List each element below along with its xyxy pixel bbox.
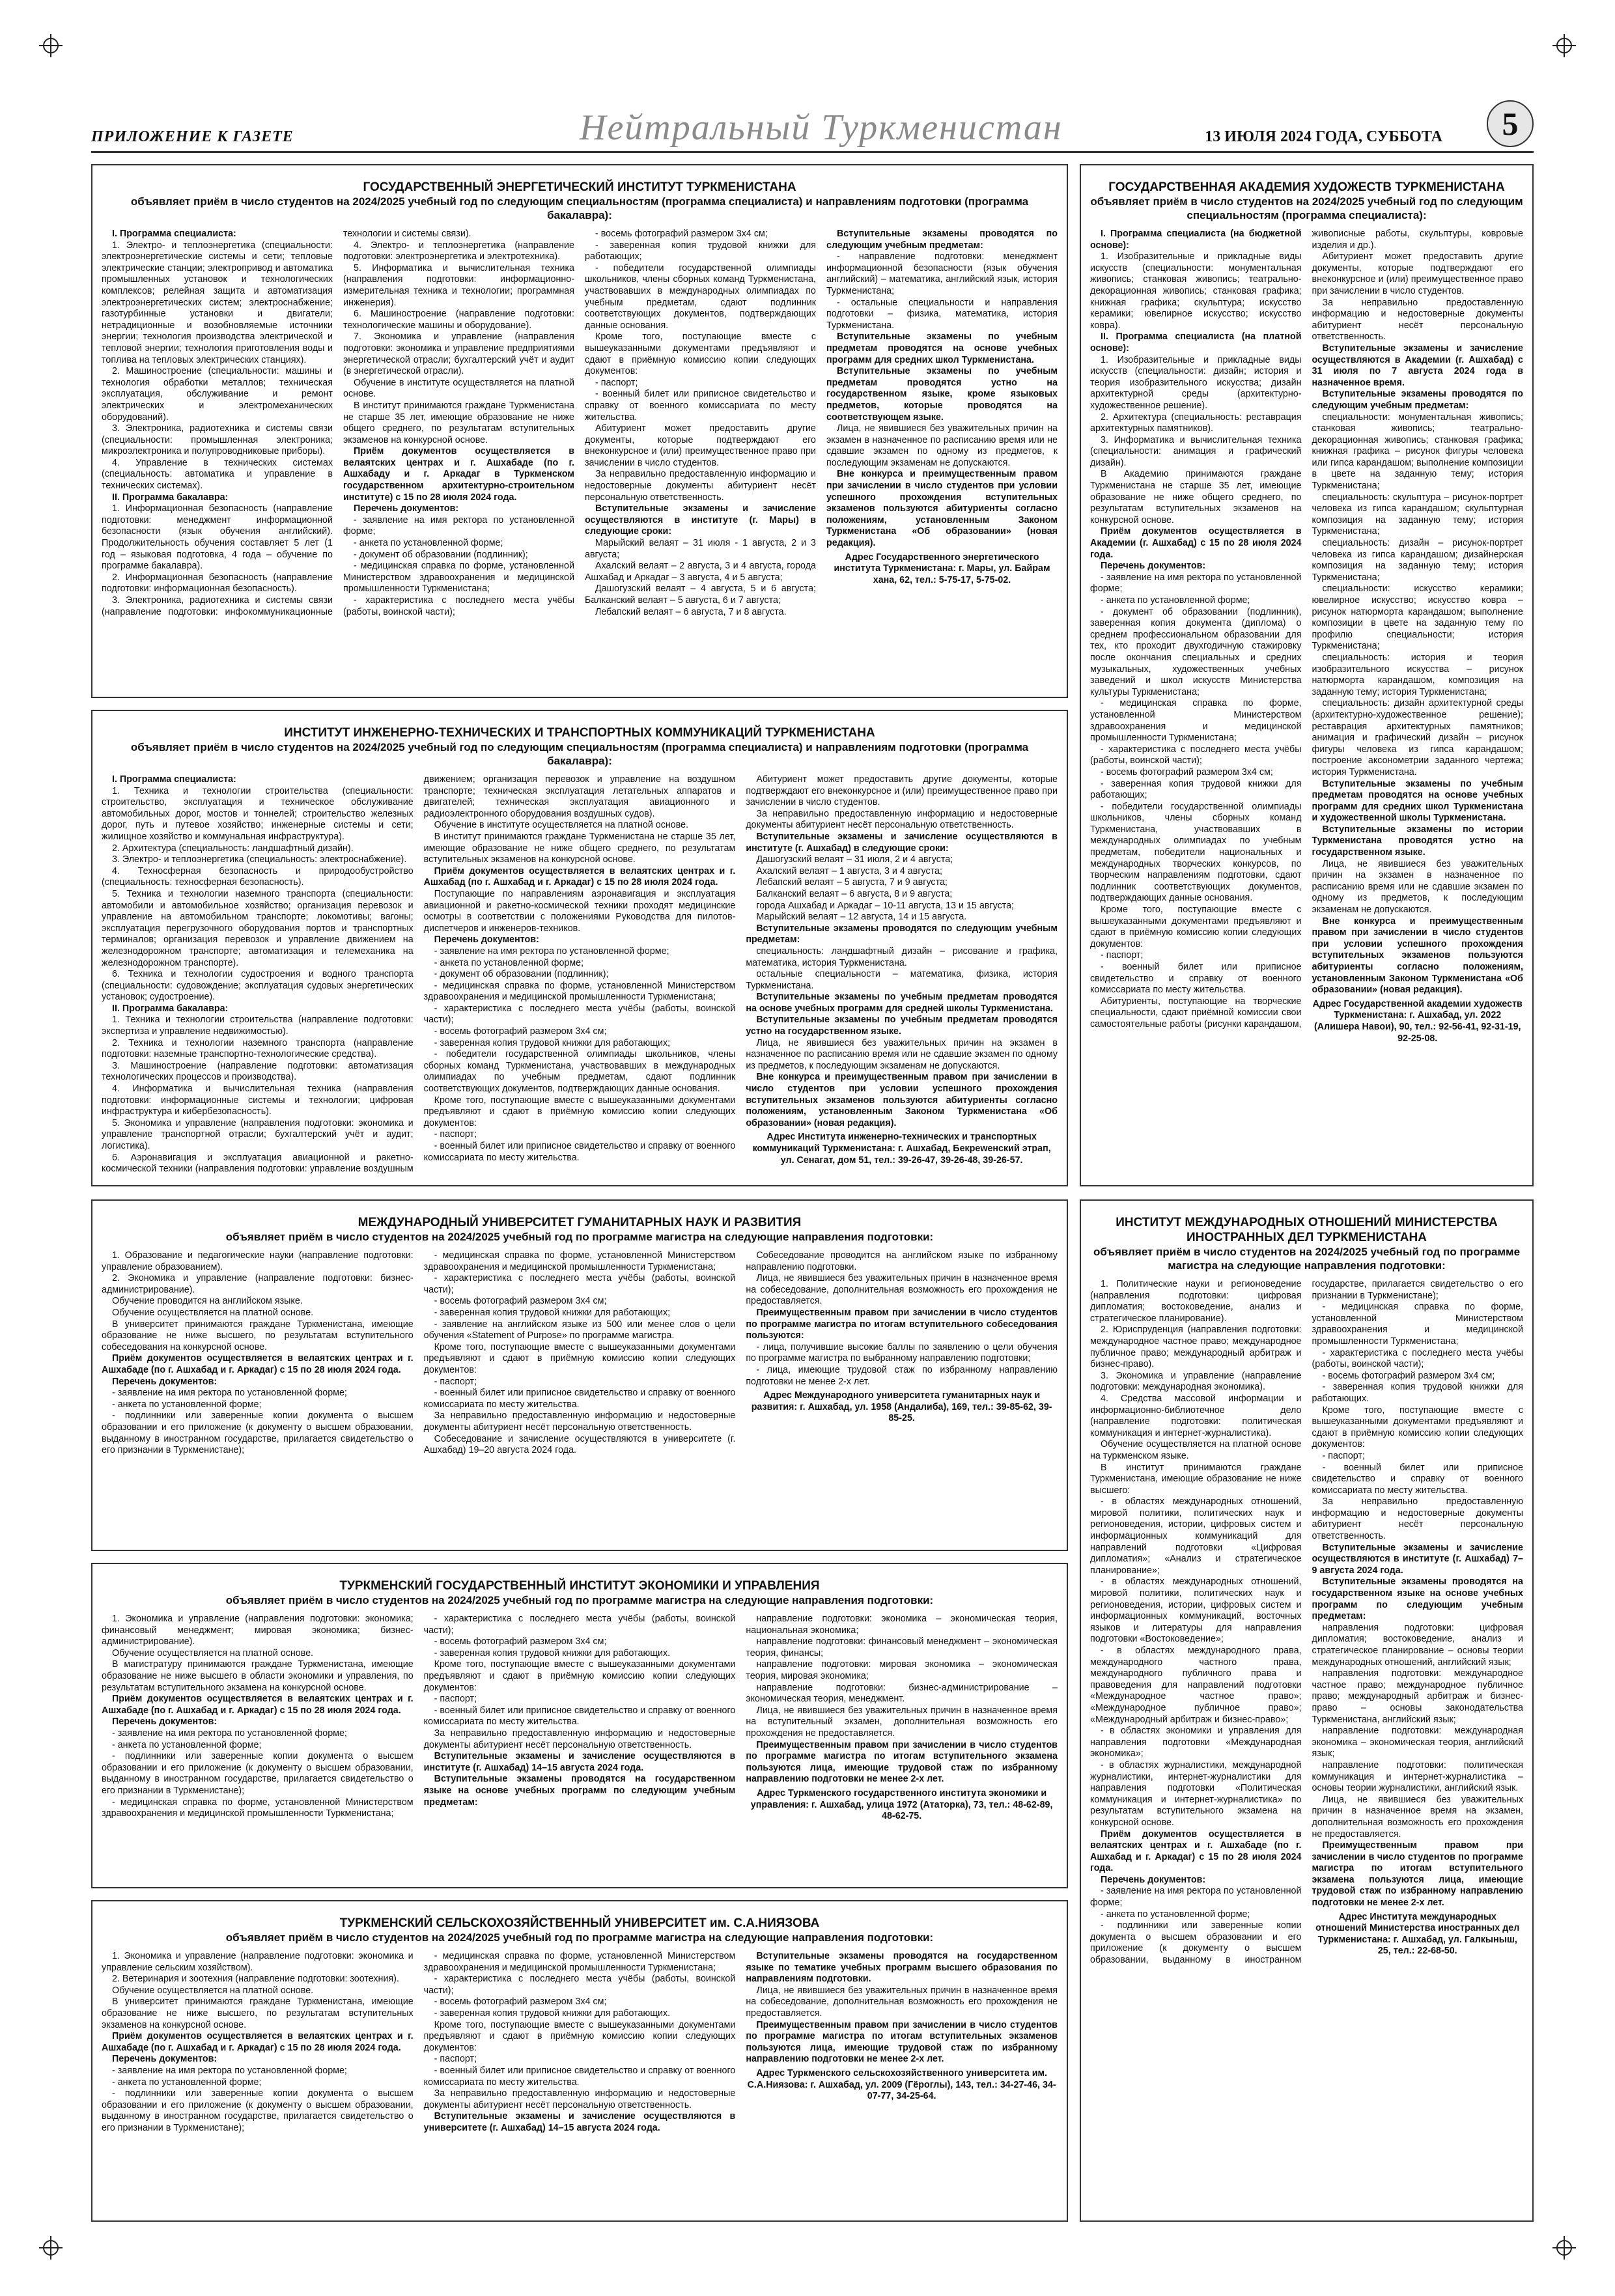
article-paragraph: направление подготовки: бизнес-администрирование – экономическая теория, менеджмент.	[746, 1682, 1058, 1705]
article-paragraph: специальности: искусство керамики; ювелирное искусство; искусство ковра – рисунок натюрморта карандашом; выполнение композиции в цвете на заданную тему по профилю специальности; история Туркменистана;	[1312, 583, 1523, 652]
article-paragraph: Вступительные экзамены проводятся по следующим учебным предметам:	[1312, 389, 1523, 411]
article-paragraph: - победители государственной олимпиады школьников, члены сборных команд Туркменистана, участвовавших в международных олимпиадах по учебным предметам, сдают подлинник соответствующих документов, подтверждающих данные основания.	[585, 262, 816, 331]
article-paragraph: Обучение осуществляется на платной основе.	[112, 1985, 314, 1996]
article-paragraph: Приём документов осуществляется в велаятских центрах и г. Ашхабаде (по г. Ашхабад и г. Аркадаг) с 15 по 28 июля 2024 года.	[102, 2031, 414, 2053]
article-paragraph: - подлинники или заверенные копии документа о высшем образовании и его приложение (к документу о высшем образовании, выданному в иностранном государстве, прилагается свидетельство о его признании в Туркменистане);	[102, 1410, 414, 1456]
article-paragraph: II. Программа специалиста (на платной основе):	[1090, 331, 1302, 354]
article-paragraph: Вне конкурса и преимущественным правом при зачислении в число студентов при условии успешного прохождения вступительных экзаменов пользуются абитуриенты согласно положениям, установленным Законом Туркменистана «Об образовании» (новая редакция).	[1312, 916, 1523, 996]
article-paragraph: 2. Техника и технологии наземного транспорта (направление подготовки: наземные транспортно-технологические средства).	[102, 1037, 414, 1060]
article-paragraph: Лебапский велаят – 6 августа, 7 и 8 августа.	[595, 606, 787, 617]
article-paragraph: В университет принимаются граждане Туркменистана, имеющие образование не ниже высшего, по результатам вступительных экзаменов на конкурсной основе.	[102, 1996, 414, 2030]
article-paragraph: II. Программа бакалавра:	[112, 492, 229, 503]
article-paragraph: - заверенная копия трудовой книжки для работающих.	[434, 1647, 671, 1659]
article-paragraph: специальности: монументальная живопись; станковая живопись; театрально-декорационная живопись; станковая графика; книжная графика – рисунок фигуры человека или гипса карандашом; выполнение композиции в цвете на заданную тему; история Туркменистана;	[1312, 412, 1523, 492]
article-paragraph: специальность: дизайн – рисунок-портрет человека из гипса карандашом; дизайнерская композиция на заданную тему; история Туркменистана;	[1312, 538, 1523, 583]
article-paragraph: 4. Техносферная безопасность и природообустройство (специальность: техносферная безопасность).	[102, 865, 414, 888]
article-paragraph: - характеристика с последнего места учёбы (работы, воинской части);	[1312, 1347, 1523, 1370]
article-paragraph: направление подготовки: мировая экономика – экономическая теория, мировая экономика;	[746, 1659, 1058, 1681]
article-body	[102, 774, 1058, 1175]
article-paragraph: Кроме того, поступающие вместе с вышеуказанными документами предъявляют и сдают в приёмную комиссию копии следующих документов:	[1090, 904, 1302, 949]
article-paragraph: - восемь фотографий размером 3х4 см;	[1322, 1370, 1495, 1381]
article-paragraph: Вступительные экзамены по учебным предметам проводятся на основе учебных программ для средней школы Туркменистана.	[746, 992, 1058, 1014]
masthead: Нейтральный Туркменистан	[580, 107, 1063, 148]
article-paragraph: 2. Архитектура (специальность: реставрация архитектурных памятников).	[1090, 412, 1302, 434]
article-paragraph: За неправильно предоставленную информацию и недостоверные документы абитуриент несёт персональную ответственность.	[423, 1410, 736, 1433]
article-paragraph: 5. Техника и технологии наземного транспорта (специальности: автомобили и автомобильное хозяйство; организация перевозок и управление на автомобильном транспорте; локомотивы; вагоны; эксплуатация перегрузочного оборудования портов и транспортных терминалов; организация перевозок и управление движением на железнодорожном транспорте; автоматизация и телемеханика на железнодорожном транспорте).	[102, 888, 414, 968]
article-paragraph: Вступительные экзамены по учебным предметам проводятся на основе учебных программ для средних школ Туркменистана.	[826, 331, 1058, 365]
article-paragraph: направления подготовки: цифровая дипломатия; востоковедение, анализ и стратегическое планирование – основы теории международных отношений, английский язык;	[1312, 1622, 1523, 1668]
article-paragraph: Вступительные экзамены и зачисление осуществляются в институте (г. Ашхабад) в следующие сроки:	[746, 831, 1058, 854]
article-paragraph: 1. Изобразительные и прикладные виды искусств (специальности: монументальная живопись; станковая живопись; театрально-декорационная живопись; станковая графика; книжная графика; скульптура; искусство керамики; ювелирное искусство; искусство ковра).	[1090, 251, 1302, 331]
article-international-relations-institute	[1080, 1199, 1534, 2222]
article-paragraph: Кроме того, поступающие вместе с вышеуказанными документами предъявляют и сдают в приёмную комиссию копии следующих документов:	[423, 2019, 736, 2053]
article-paragraph: Приём документов осуществляется в Академии (г. Ашхабад) с 15 по 28 июля 2024 года.	[1090, 526, 1302, 560]
article-paragraph: Вступительные экзамены по учебным предметам проводятся на основе учебных программ для средних школ Туркменистана и художественной школы Туркменистана.	[1312, 778, 1523, 824]
article-paragraph: Приём документов осуществляется в велаятских центрах и г. Ашхабад (по г. Ашхабад и г. Аркадаг) с 15 по 28 июля 2024 года.	[423, 865, 736, 888]
article-paragraph: В университет принимаются граждане Туркменистана, имеющие образование не ниже высшего, по результатам вступительного собеседования на конкурсной основе.	[102, 1319, 414, 1352]
article-paragraph: Абитуриент может предоставить другие документы, которые подтверждают его внеконкурсное и (или) преимущественное право при зачислении в число студентов.	[1312, 251, 1523, 296]
article-paragraph: - медицинская справка по форме, установленной Министерством здравоохранения и медицинской промышленности Туркменистана;	[423, 980, 736, 1003]
article-paragraph: - победители государственной олимпиады школьников, члены сборных команд Туркменистана, участвовавших в международных олимпиадах по учебным предметам, победители национальных и международных творческих конкурсов, по творческим направлениям подготовки, сдают подлинник соответствующих документов, подтверждающих данные основания.	[1090, 801, 1302, 904]
article-title: МЕЖДУНАРОДНЫЙ УНИВЕРСИТЕТ ГУМАНИТАРНЫХ НАУК И РАЗВИТИЯ	[358, 1216, 802, 1229]
article-address: Адрес Государственной академии художеств Туркменистана: г. Ашхабад, ул. 2022 (Алишера Навои), 90, тел.: 92-56-41, 92-31-19, 92-25-08.	[1312, 998, 1523, 1044]
article-paragraph: направление подготовки: экономика – экономическая теория, национальная экономика;	[746, 1614, 1058, 1636]
article-paragraph: 3. Электро- и теплоэнергетика (специальность: электроснабжение).	[112, 854, 407, 865]
article-paragraph: В институт принимаются граждане Туркменистана не старше 35 лет, имеющие образование не ниже общего среднего, по результатам вступительных экзаменов на конкурсной основе.	[343, 400, 574, 445]
article-economics-institute	[91, 1563, 1068, 1888]
article-address: Адрес Института инженерно-технических и транспортных коммуникаций Туркменистана: г. Ашхабад, Бекрewенский этрап, ул. Сенагат, дом 51, тел.: 39-26-47, 39-26-48, 39-26-57.	[752, 1132, 1051, 1166]
article-address: Адрес Международного университета гуманитарных наук и развития: г. Ашхабад, ул. 1958 (Андалиба), 169, тел.: 39-85-62, 39-85-25.	[751, 1390, 1052, 1424]
article-paragraph: специальность: дизайн архитектурной среды (архитектурно-художественное решение); реставрация архитектурных памятников; анимация и графический дизайн – рисунок фигуры человека из гипса карандашом; построение аксонометрии заданного чертежа; история Туркменистана.	[1312, 698, 1523, 777]
article-paragraph: 2. Юриспруденция (направления подготовки: международное частное право; международное публичное право; международный арбитраж и бизнес-право).	[1090, 1324, 1302, 1370]
article-paragraph: 1. Экономика и управление (направления подготовки: экономика; финансовый менеджмент; мировая экономика; бизнес-администрирование).	[102, 1614, 414, 1647]
article-paragraph: Абитуриент может предоставить другие документы, которые подтверждают его внеконкурсное и (или) преимущественное право при зачислении в число студентов.	[585, 423, 816, 468]
article-paragraph: - заверенная копия трудовой книжки для работающих;	[434, 1037, 671, 1048]
article-paragraph: 2. Машиностроение (специальности: машины и технология обработки металлов; техническая эксплуатация, обслуживание и ремонт электрических и электромеханических оборудований).	[102, 366, 333, 423]
article-paragraph: Кроме того, поступающие вместе с вышеуказанными документами предъявляют и сдают в приёмную комиссию копии следующих документов:	[423, 1659, 736, 1693]
article-address: Адрес Туркменского сельскохозяйственного университета им. С.А.Ниязова: г. Ашхабад, ул. 2009 (Гёроглы), 143, тел.: 34-27-46, 34-07-77, 34-25-64.	[747, 2067, 1056, 2102]
article-paragraph: - военный билет или приписное свидетельство и справку от военного комиссариата по месту жительства.	[1090, 962, 1302, 996]
article-paragraph: 6. Машиностроение (направление подготовки: технологические машины и оборудование).	[343, 309, 574, 331]
article-paragraph: направление подготовки: политическая коммуникация и интернет-журналистика – основы теории журналистики, английский язык.	[1312, 1759, 1523, 1794]
article-paragraph: Преимущественным правом при зачислении в число студентов по программе магистра по итогам вступительного экзамена пользуются лица, имеющие трудовой стаж по избранному направлению подготовки не менее 2-х лет.	[1312, 1840, 1523, 1909]
article-paragraph: Перечень документов:	[112, 1376, 218, 1387]
article-paragraph: Вступительные экзамены по учебным предметам проводятся устно на государственном языке.	[746, 1015, 1058, 1037]
article-paragraph: - восемь фотографий размером 3х4 см;	[1101, 766, 1273, 777]
article-title: ТУРКМЕНСКИЙ ГОСУДАРСТВЕННЫЙ ИНСТИТУТ ЭКОНОМИКИ И УПРАВЛЕНИЯ	[339, 1579, 820, 1593]
article-paragraph: Лица, не явившиеся без уважительных причин в назначенное время на экзамен, дополнительная возможность его прохождения не предоставляется.	[1312, 1794, 1523, 1840]
article-paragraph: - в областях экономики и управления для направления подготовки «Международная экономика»;	[1090, 1726, 1302, 1759]
article-paragraph: 3. Информатика и вычислительная техника (специальности: анимация и графический дизайн).	[1090, 434, 1302, 468]
article-paragraph: Перечень документов:	[112, 2054, 218, 2065]
article-paragraph: - заверенная копия трудовой книжки для работающих;	[434, 1307, 671, 1318]
article-paragraph: - анкета по установленной форме;	[112, 2077, 262, 2088]
article-paragraph: остальные специальности – математика, физика, история Туркменистана.	[746, 969, 1058, 991]
article-subtitle: объявляет приём в число студентов на 2024/2025 учебный год по программе магистра на следующие направления подготовки:	[225, 1594, 934, 1606]
article-paragraph: - восемь фотографий размером 3х4 см;	[595, 229, 768, 239]
article-body	[102, 1951, 1058, 2135]
article-paragraph: - документ об образовании (подлинник), заверенная копия документа (диплома) о среднем профессиональном образовании для тех, кто проходит двухгодичную стажировку после окончания специальных и средних музыкальных, художественных учебных заведений и школ искусств Министерства культуры Туркменистана;	[1090, 606, 1302, 697]
supplement-label: ПРИЛОЖЕНИЕ К ГАЗЕТЕ	[91, 128, 294, 145]
registration-mark	[1552, 34, 1576, 57]
article-paragraph: Кроме того, поступающие вместе с вышеуказанными документами предъявляют и сдают в приёмную комиссию копии следующих документов:	[1312, 1405, 1523, 1450]
article-paragraph: - медицинская справка по форме, установленной Министерством здравоохранения и медицинской промышленности Туркменистана;	[102, 1797, 414, 1819]
article-paragraph: Вступительные экзамены проводятся на государственном языке на основе учебных программ по следующим учебным предметам:	[1312, 1576, 1523, 1622]
registration-mark	[1552, 2236, 1576, 2260]
article-title: ГОСУДАРСТВЕННЫЙ ЭНЕРГЕТИЧЕСКИЙ ИНСТИТУТ ТУРКМЕНИСТАНА	[363, 180, 796, 194]
article-paragraph: За неправильно предоставленную информацию и недостоверные документы абитуриент несёт персональную ответственность.	[585, 469, 816, 503]
article-paragraph: I. Программа специалиста:	[112, 774, 236, 785]
article-paragraph: - заявление на имя ректора по установленной форме;	[434, 945, 669, 957]
article-body	[1090, 229, 1523, 1044]
article-paragraph: I. Программа специалиста (на бюджетной основе):	[1090, 229, 1302, 251]
article-paragraph: Преимущественным правом при зачислении в число студентов по программе магистра по итогам вступительных экзаменов пользуются лица, имеющие трудовой стаж по избранному направлению подготовки не менее 2-х лет.	[746, 2019, 1058, 2065]
article-paragraph: Кроме того, поступающие вместе с вышеуказанными документами предъявляют и сдают в приёмную комиссию копии следующих документов:	[423, 1095, 736, 1128]
article-paragraph: - паспорт;	[434, 1129, 477, 1140]
article-paragraph: Лебапский велаят – 5 августа, 7 и 9 августа;	[756, 877, 948, 888]
article-paragraph: - заверенная копия трудовой книжки для работающих.	[434, 2008, 671, 2019]
article-paragraph: - характеристика с последнего места учёбы (работы, воинской части);	[423, 1974, 736, 1996]
article-paragraph: - победители государственной олимпиады школьников, члены сборных команд Туркменистана, участвовавших в международных олимпиадах по учебным предметам, сдают подлинник соответствующих документов, подтверждающих данные основания.	[423, 1049, 736, 1095]
article-paragraph: 3. Экономика и управление (направление подготовки: международная экономика).	[1090, 1370, 1302, 1393]
article-paragraph: Вне конкурса и преимущественным правом при зачислении в число студентов при условии успешного прохождения вступительных экзаменов пользуются абитуриенты согласно положениям, установленным Законом Туркменистана «Об образовании» (новая редакция).	[826, 469, 1058, 549]
article-paragraph: - восемь фотографий размером 3х4 см;	[434, 1636, 607, 1647]
article-paragraph: города Ашхабад и Аркадаг – 10-11 августа, 13 и 15 августа;	[756, 900, 1015, 911]
article-paragraph: Марыйский велаят – 31 июля - 1 августа, 2 и 3 августа;	[585, 538, 816, 560]
article-address: Адрес Института международных отношений Министерства иностранных дел Туркменистана: г. Ашхабад, ул. Галкыныш, 25, тел.: 22-68-50.	[1315, 1911, 1520, 1957]
article-paragraph: Дашогузский велаят – 31 июля, 2 и 4 августа;	[756, 854, 953, 865]
article-paragraph: 2. Экономика и управление (направление подготовки: бизнес-администрирование).	[102, 1273, 414, 1295]
article-paragraph: - военный билет или приписное свидетельство и справку от военного комиссариата по месту жительства.	[423, 1705, 736, 1728]
article-paragraph: Лица, не явившиеся без уважительных причин на экзамен в назначенное по расписанию время или не сдавшие экзамен по одному из предметов, к последующим экзаменам не допускаются.	[1312, 858, 1523, 916]
article-subtitle: объявляет приём в число студентов на 2024/2025 учебный год по программе магистра на следующие направления подготовки:	[225, 1231, 934, 1243]
article-paragraph: Вступительные экзамены по истории Туркменистана проводятся устно на государственном языке.	[1312, 824, 1523, 858]
article-paragraph: За неправильно предоставленную информацию и недостоверные документы абитуриент несёт персональную ответственность.	[746, 808, 1058, 831]
article-paragraph: 1. Техника и технологии строительства (специальности: строительство, эксплуатация и техническое обслуживание автомобильных дорог, мостов и тоннелей; строительство железных дорог, путь и путевое хозяйство; инженерные системы и сети; жилищное хозяйство и коммунальная инфраструктура).	[102, 785, 414, 842]
article-humanities-university	[91, 1199, 1068, 1551]
article-paragraph: Ахалский велаят – 2 августа, 3 и 4 августа, города Ашхабад и Аркадаг – 3 августа, 4 и 5 августа;	[585, 561, 816, 583]
article-paragraph: - медицинская справка по форме, установленной Министерством здравоохранения и медицинской промышленности Туркменистана;	[343, 561, 574, 595]
article-paragraph: специальность: ландшафтный дизайн – рисование и графика, математика, история Туркменистана.	[746, 945, 1058, 968]
article-title: ИНСТИТУТ ИНЖЕНЕРНО-ТЕХНИЧЕСКИХ И ТРАНСПОРТНЫХ КОММУНИКАЦИЙ ТУРКМЕНИСТАНА	[284, 726, 875, 740]
article-paragraph: Вступительные экзамены проводятся на государственном языке по тематике учебных программ высшего образования по направлениям подготовки.	[746, 1951, 1058, 1985]
article-title: ИНСТИТУТ МЕЖДУНАРОДНЫХ ОТНОШЕНИЙ МИНИСТЕРСТВА ИНОСТРАННЫХ ДЕЛ ТУРКМЕНИСТАНА	[1116, 1216, 1498, 1244]
article-paragraph: направления подготовки: международное частное право; международное публичное право; международный арбитраж и бизнес-право – основы законодательства Туркменистана, английский язык;	[1312, 1668, 1523, 1725]
article-paragraph: - подлинники или заверенные копии документа о высшем образовании и его приложение (к документу о высшем образовании, выданному в иностранном государстве, прилагается свидетельство о его признании в Туркменистане);	[102, 2088, 414, 2133]
article-paragraph: За неправильно предоставленную информацию и недостоверные документы абитуриент несёт персональную ответственность.	[1312, 297, 1523, 343]
article-paragraph: 3. Электроника, радиотехника и системы связи (направление подготовки: инфокоммуникационные технологии и системы связи).	[102, 229, 471, 617]
article-paragraph: 3. Машиностроение (направление подготовки: автоматизация технологических процессов и производства).	[102, 1060, 414, 1083]
article-paragraph: специальность: история и теория изобразительного искусства – рисунок натюрморта карандашом, композиция на заданную тему; история Туркменистана;	[1312, 652, 1523, 697]
article-paragraph: Обучение проводится на английском языке.	[112, 1296, 303, 1307]
article-paragraph: Лица, не явившиеся без уважительных причин в назначенное время на вступительный экзамен, дополнительная возможность его прохождения не предоставляется.	[746, 1705, 1058, 1739]
article-paragraph: 4. Управление в технических системах (специальность: автоматика и управление в технических системах).	[102, 457, 333, 492]
article-paragraph: 7. Экономика и управление (направления подготовки: экономика и управление предприятиями энергетической отрасли; бухгалтерский учёт и аудит (в энергетической отрасли).	[343, 331, 574, 377]
article-paragraph: - военный билет или приписное свидетельство и справку от военного комиссариата по месту жительства.	[423, 2065, 736, 2088]
article-paragraph: Вступительные экзамены проводятся по следующим учебным предметам:	[826, 229, 1058, 251]
article-paragraph: В Академию принимаются граждане Туркменистана не старше 35 лет, имеющие образование не ниже общего среднего, по результатам вступительных экзаменов на конкурсной основе.	[1090, 469, 1302, 525]
article-paragraph: Приём документов осуществляется в велаятских центрах и г. Ашхабаде (по г. Ашхабад и г. Аркадаг) с 15 по 28 июля 2024 года.	[102, 1694, 414, 1716]
article-paragraph: II. Программа бакалавра:	[112, 1003, 229, 1014]
article-paragraph: Вступительные экзамены проводятся по следующим учебным предметам:	[746, 923, 1058, 945]
issue-date: 13 ИЮЛЯ 2024 ГОДА, СУББОТА	[1205, 128, 1442, 145]
article-paragraph: Лица, не явившиеся без уважительных причин на экзамен в назначенное по расписанию время или не сдавшие экзамен по одному из предметов, к последующим экзаменам не допускаются.	[746, 1037, 1058, 1071]
article-paragraph: - лица, имеющие трудовой стаж по избранному направлению подготовки не менее 2-х лет.	[746, 1364, 1058, 1387]
article-paragraph: - медицинская справка по форме, установленной Министерством здравоохранения и медицинской промышленности Туркменистана;	[423, 1951, 736, 1973]
article-paragraph: - военный билет или приписное свидетельство и справку от военного комиссариата по месту жительства.	[423, 1141, 736, 1163]
article-paragraph: - паспорт;	[434, 2054, 477, 2065]
article-paragraph: Вступительные экзамены и зачисление осуществляются в институте (г. Ашхабад) 14–15 августа 2024 года.	[423, 1751, 736, 1773]
article-paragraph: - анкета по установленной форме;	[434, 957, 584, 968]
article-paragraph: 4. Информатика и вычислительная техника (направления подготовки: информационные системы и технологии; цифровая инфраструктура и кибербезопасность).	[102, 1084, 414, 1117]
article-paragraph: 3. Электроника, радиотехника и системы связи (специальности: промышленная электроника; микроэлектроника и полупроводниковые приборы).	[102, 423, 333, 457]
article-paragraph: В институт принимаются граждане Туркменистана не старше 35 лет, имеющие образование не ниже общего среднего, по результатам вступительных экзаменов на конкурсной основе.	[423, 831, 736, 865]
article-paragraph: Вступительные экзамены и зачисление осуществляются в университете (г. Ашхабад) 14–15 августа 2024 года.	[423, 2111, 736, 2133]
article-paragraph: - в областях международного права, международного частного права, международного публичного права и правоведения для направлений подготовки «Международное частное право»; «Международное публичное право»; «Международный арбитраж и бизнес-право»;	[1090, 1645, 1302, 1725]
article-paragraph: Перечень документов:	[434, 934, 539, 945]
article-paragraph: - направление подготовки: менеджмент информационной безопасности (язык обучения английский) – математика, английский язык, история Туркменистана;	[826, 251, 1058, 296]
article-paragraph: 2. Ветеринария и зоотехния (направление подготовки: зоотехния).	[112, 1974, 399, 1985]
article-paragraph: Кроме того, поступающие вместе с вышеуказанными документами предъявляют и сдают в приёмную комиссию копии следующих документов:	[423, 1341, 736, 1375]
article-paragraph: - заявление на имя ректора по установленной форме;	[112, 2065, 347, 2076]
article-agricultural-university	[91, 1900, 1068, 2222]
article-paragraph: Преимущественным правом при зачислении в число студентов по программе магистра по итогам вступительного собеседования пользуются:	[746, 1307, 1058, 1341]
article-paragraph: 2. Архитектура (специальность: ландшафтный дизайн).	[112, 843, 354, 854]
article-paragraph: Вступительные экзамены и зачисление осуществляются в институте (г. Мары) в следующие сроки:	[585, 503, 816, 537]
article-paragraph: - заявление на имя ректора по установленной форме;	[343, 514, 574, 537]
article-paragraph: - заявление на имя ректора по установленной форме;	[1090, 1886, 1302, 1909]
article-paragraph: Перечень документов:	[1101, 1874, 1206, 1885]
article-paragraph: - медицинская справка по форме, установленной Министерством здравоохранения и медицинской промышленности Туркменистана;	[423, 1250, 736, 1272]
article-paragraph: Приём документов осуществляется в велаятских центрах и г. Ашхабаде (по г. Ашхабаду и г. Аркадаг в Туркменском государственном архитектурно-строительном институте) с 15 по 28 июля 2024 года.	[343, 446, 574, 503]
article-paragraph: 6. Техника и технологии судостроения и водного транспорта (специальности: судовождение; эксплуатация судовых энергетических установок; судостроение).	[102, 969, 414, 1003]
article-paragraph: 2. Информационная безопасность (направление подготовки: информационная безопасность).	[102, 572, 333, 595]
article-paragraph: 1. Политические науки и регионоведение (направления подготовки: цифровая дипломатия; востоковедение, анализ и стратегическое планирование).	[1090, 1279, 1302, 1324]
article-paragraph: Вступительные экзамены проводятся на государственном языке на основе учебных программ по следующим учебным предметам:	[423, 1774, 736, 1808]
article-paragraph: Лица, не явившиеся без уважительных причин в назначенное время на собеседование, дополнительная возможность его прохождения не предоставляется.	[746, 1273, 1058, 1307]
article-paragraph: 5. Экономика и управление (направления подготовки: экономика и управление транспортной отрасли; бухгалтерский учёт и аудит; логистика).	[102, 1117, 414, 1151]
registration-mark	[39, 2236, 63, 2260]
article-body	[1090, 1279, 1523, 1967]
article-paragraph: Приём документов осуществляется в велаятских центрах и г. Ашхабаде (по г. Ашхабад и г. Аркадаг) с 15 по 28 июля 2024 года.	[102, 1353, 414, 1375]
article-paragraph: - анкета по установленной форме;	[354, 538, 503, 549]
article-paragraph: - в областях международных отношений, мировой политики, политических наук и регионоведения, истории, цифровых систем и информационных коммуникаций, восточных языков и литературы для направления подготовки «Востоковедение»;	[1090, 1576, 1302, 1645]
article-paragraph: 1. Экономика и управление (направление подготовки: экономика и управление сельским хозяйством).	[102, 1951, 414, 1973]
article-paragraph: - анкета по установленной форме;	[1101, 595, 1250, 606]
article-paragraph: За неправильно предоставленную информацию и недостоверные документы абитуриент несёт персональную ответственность.	[423, 1728, 736, 1750]
article-paragraph: - подлинники или заверенные копии документа о высшем образовании и его приложение (к документу о высшем образовании, выданному в иностранном государстве, прилагается свидетельство о его признании в Туркменистане);	[102, 1751, 414, 1796]
article-paragraph: - документ об образовании (подлинник);	[434, 969, 609, 980]
article-paragraph: Лица, не явившиеся без уважительных причин в назначенное время на собеседование, дополнительная возможность его прохождения не предоставляется.	[746, 1985, 1058, 2019]
article-paragraph: 4. Электро- и теплоэнергетика (направление подготовки: электроэнергетика и электротехника).	[343, 240, 574, 262]
article-paragraph: Марыйский велаят – 12 августа, 14 и 15 августа.	[756, 912, 967, 923]
article-paragraph: Собеседование проводится на английском языке по избранному направлению подготовки.	[746, 1250, 1058, 1272]
article-paragraph: - характеристика с последнего места учёбы (работы, воинской части);	[343, 595, 574, 617]
article-paragraph: - заявление на имя ректора по установленной форме;	[1090, 572, 1302, 595]
article-paragraph: Перечень документов:	[354, 503, 459, 514]
article-address: Адрес Государственного энергетического института Туркменистана: г. Мары, ул. Байрам хана, 62, тел.: 5-75-17, 5-75-02.	[834, 552, 1050, 585]
article-paragraph: Обучение в институте осуществляется на платной основе.	[343, 377, 574, 400]
article-body	[102, 229, 1058, 618]
article-paragraph: Ахалский велаят – 1 августа, 3 и 4 августа;	[756, 865, 942, 876]
article-paragraph: 1. Информационная безопасность (направление подготовки: менеджмент информационной безопасности (язык обучения английский). Продолжительность обучения составляет 5 лет (1 год – языковая подготовка, 4 года – обучение по программе бакалавра).	[102, 503, 333, 572]
article-paragraph: - медицинская справка по форме, установленной Министерством здравоохранения и медицинской промышленности Туркменистана;	[1312, 1302, 1523, 1347]
article-subtitle: объявляет приём в число студентов на 2024/2025 учебный год по программе магистра на следующие направления подготовки:	[225, 1931, 934, 1944]
article-paragraph: - медицинская справка по форме, установленной Министерством здравоохранения и медицинской промышленности Туркменистана;	[1090, 698, 1302, 744]
article-paragraph: 5. Информатика и вычислительная техника (направления подготовки: информационно-измерительная техника и технологии; программная инженерия).	[343, 262, 574, 308]
article-paragraph: - анкета по установленной форме;	[1101, 1909, 1250, 1920]
article-paragraph: - паспорт;	[434, 1694, 477, 1705]
article-paragraph: - паспорт;	[1322, 1450, 1365, 1461]
article-paragraph: - в областях международных отношений, мировой политики, политических наук и регионоведения, истории, цифровых систем и информационных коммуникаций для направлений подготовки «Цифровая дипломатия»; «Анализ и стратегическое планирование»;	[1090, 1496, 1302, 1576]
article-paragraph: 1. Изобразительные и прикладные виды искусств (специальности: дизайн; история и теория изобразительного искусства; дизайн архитектурной среды (архитектурно-художественное решение).	[1090, 354, 1302, 411]
article-subtitle: объявляет приём в число студентов на 2024/2025 учебный год по программе магистра на следующие направления подготовки:	[1093, 1246, 1521, 1272]
article-subtitle: объявляет приём в число студентов на 2024/2025 учебный год по следующим специальностям (программа специалиста) и направлениям подготовки (программа бакалавра):	[130, 195, 1029, 221]
article-paragraph: Обучение осуществляется на платной основе.	[112, 1307, 314, 1318]
article-paragraph: 1. Образование и педагогические науки (направление подготовки: управление образованием).	[102, 1250, 414, 1272]
article-paragraph: Обучение осуществляется на платной основе на туркменском языке.	[1090, 1439, 1302, 1461]
article-paragraph: 4. Средства массовой информации и информационно-библиотечное дело (направление подготовки: политическая коммуникация и интернет-журналистика).	[1090, 1393, 1302, 1438]
article-subtitle: объявляет приём в число студентов на 2024/2025 учебный год по следующим специальностям (программа специалиста):	[1090, 195, 1523, 221]
article-paragraph: Абитуриенты, поступающие на творческие специальности, сдают приёмной комиссии свои самостоятельные работы (рисунки карандашом, живописные работы, скульптуры, ковровые изделия и др.).	[1090, 229, 1523, 1029]
article-paragraph: - заверенная копия трудовой книжки для работающих;	[585, 240, 816, 262]
article-paragraph: - заявление на английском языке из 500 или менее слов о цели обучения «Statement of Purpose» по программе магистра.	[423, 1319, 736, 1341]
article-paragraph: - характеристика с последнего места учёбы (работы, воинской части);	[423, 1273, 736, 1295]
article-paragraph: - восемь фотографий размером 3х4 см;	[434, 1296, 607, 1307]
article-paragraph: I. Программа специалиста:	[112, 229, 236, 239]
article-paragraph: За неправильно предоставленную информацию и недостоверные документы абитуриент несёт персональную ответственность.	[423, 2088, 736, 2110]
article-paragraph: Кроме того, поступающие вместе с вышеуказанными документами предъявляют и сдают в приёмную комиссию копии следующих документов:	[585, 331, 816, 377]
article-paragraph: - анкета по установленной форме;	[112, 1399, 262, 1410]
article-paragraph: - в областях журналистики, международной журналистики, интернет-журналистики для направления подготовки «Политическая коммуникация и интернет-журналистика» по результатам вступительного экзамена на конкурсной основе.	[1090, 1759, 1302, 1828]
article-transport-institute	[91, 710, 1068, 1186]
article-body	[102, 1614, 1058, 1823]
article-paragraph: - военный билет или приписное свидетельство и справку от военного комиссариата по месту жительства.	[1312, 1462, 1523, 1496]
article-paragraph: Приём документов осуществляется в велаятских центрах и г. Ашхабаде (по г. Ашхабад и г. Аркадаг) с 15 по 28 июля 2024 года.	[1090, 1828, 1302, 1874]
article-paragraph: - паспорт;	[434, 1376, 477, 1387]
article-paragraph: Вступительные экзамены по учебным предметам проводятся устно на государственном языке, кроме языковых предметов, которые проводятся на соответствующем языке.	[826, 366, 1058, 423]
article-paragraph: - заверенная копия трудовой книжки для работающих;	[1090, 778, 1302, 801]
article-paragraph: В магистратуру принимаются граждане Туркменистана, имеющие образование не ниже высшего в области экономики и управления, по результатам вступительного экзамена на конкурсной основе.	[102, 1659, 414, 1693]
page-header	[91, 98, 1534, 153]
article-title: ГОСУДАРСТВЕННАЯ АКАДЕМИЯ ХУДОЖЕСТВ ТУРКМЕНИСТАНА	[1108, 180, 1505, 194]
registration-mark	[39, 34, 63, 57]
article-paragraph: В институт принимаются граждане Туркменистана, имеющие образование не ниже высшего:	[1090, 1462, 1302, 1496]
article-paragraph: - характеристика с последнего места учёбы (работы, воинской части);	[1090, 744, 1302, 766]
article-paragraph: Преимущественным правом при зачислении в число студентов по программе магистра по итогам вступительного экзамена пользуются лица, имеющие трудовой стаж по избранному направлению подготовки не менее 2-х лет.	[746, 1739, 1058, 1785]
article-paragraph: - остальные специальности и направления подготовки – физика, математика, история Туркменистана.	[826, 297, 1058, 331]
article-paragraph: - паспорт;	[595, 377, 638, 388]
article-paragraph: Собеседование и зачисление осуществляются в университете (г. Ашхабад) 19–20 августа 2024 года.	[423, 1433, 736, 1456]
article-paragraph: - характеристика с последнего места учёбы (работы, воинской части);	[423, 1003, 736, 1026]
article-paragraph: 6. Аэронавигация и эксплуатация авиационной и ракетно-космической техники (направления подготовки: управление воздушным движением; организация перевозок и управление на воздушном транспорте; техническая эксплуатация летательных аппаратов и двигателей; техническая эксплуатация авиационного и радиоэлектронного оборудования воздушных судов).	[102, 774, 736, 1175]
article-paragraph: Обучение в институте осуществляется на платной основе.	[434, 820, 689, 831]
article-paragraph: специальность: скульптура – рисунок-портрет человека из гипса карандашом; скульптурная композиция на заданную тему; история Туркменистана;	[1312, 492, 1523, 537]
article-paragraph: - военный билет или приписное свидетельство и справку от военного комиссариата по месту жительства.	[585, 389, 816, 423]
article-paragraph: - анкета по установленной форме;	[112, 1739, 262, 1750]
article-paragraph: За неправильно предоставленную информацию и недостоверные документы абитуриент несёт персональную ответственность.	[1312, 1496, 1523, 1542]
article-paragraph: Обучение осуществляется на платной основе.	[112, 1647, 314, 1659]
article-paragraph: Перечень документов:	[1101, 561, 1206, 572]
article-paragraph: Вступительные экзамены и зачисление осуществляются в институте (г. Ашхабад) 7–9 августа 2024 года.	[1312, 1542, 1523, 1576]
article-paragraph: Вступительные экзамены и зачисление осуществляются в Академии (г. Ашхабад) с 31 июля по 7 августа 2024 года в назначенное время.	[1312, 343, 1523, 388]
article-paragraph: Лица, не явившиеся без уважительных причин на экзамен в назначенное по расписанию время или не сдавшие экзамен по одному из предметов, к последующим экзаменам не допускаются.	[826, 423, 1058, 468]
article-paragraph: - заверенная копия трудовой книжки для работающих.	[1312, 1382, 1523, 1404]
article-body	[102, 1250, 1058, 1457]
article-paragraph: направление подготовки: финансовый менеджмент – экономическая теория, финансы;	[746, 1636, 1058, 1659]
article-subtitle: объявляет приём в число студентов на 2024/2025 учебный год по следующим специальностям (программа специалиста) и направлениям подготовки (программа бакалавра):	[130, 741, 1029, 767]
article-paragraph: Дашогузский велаят – 4 августа, 5 и 6 августа; Балканский велаят – 5 августа, 6 и 7 августа;	[585, 583, 816, 606]
article-paragraph: Абитуриент может предоставить другие документы, которые подтверждают его внеконкурсное и (или) преимущественное право при зачислении в число студентов.	[746, 774, 1058, 808]
article-paragraph: 1. Электро- и теплоэнергетика (специальности: электроэнергетические системы и сети; тепловые электрические станции; электропривод и автоматика промышленных установок и технологических комплексов; релейная защита и автоматизация электроэнергетических систем; электроснабжение; газотурбинные установки и двигатели; нетрадиционные и возобновляемые источники энергии; технология производства электрической и тепловой энергии; технология приготовления воды и топлива на тепловых электрических станциях).	[102, 240, 333, 365]
article-paragraph: - заявление на имя ректора по установленной форме;	[112, 1728, 347, 1739]
article-paragraph: - восемь фотографий размером 3х4 см;	[434, 1996, 607, 2008]
article-paragraph: Перечень документов:	[112, 1716, 218, 1728]
article-paragraph: - лица, получившие высокие баллы по заявлению о цели обучения по программе магистра по выбранному направлению подготовки;	[746, 1341, 1058, 1364]
article-paragraph: - восемь фотографий размером 3х4 см;	[434, 1026, 607, 1037]
article-paragraph: 1. Техника и технологии строительства (направление подготовки: экспертиза и управление недвижимостью).	[102, 1015, 414, 1037]
article-title: ТУРКМЕНСКИЙ СЕЛЬСКОХОЗЯЙСТВЕННЫЙ УНИВЕРСИТЕТ им. С.А.НИЯЗОВА	[339, 1916, 820, 1930]
article-paragraph: Балканский велаят – 6 августа, 8 и 9 августа;	[756, 888, 953, 899]
article-paragraph: - военный билет или приписное свидетельство и справку от военного комиссариата по месту жительства.	[423, 1388, 736, 1410]
article-address: Адрес Туркменского государственного института экономики и управления: г. Ашхабад, улица 1972 (Ататорка), 73, тел.: 48-62-89, 48-62-75.	[750, 1787, 1053, 1822]
article-paragraph: Поступающие по направлениям аэронавигация и эксплуатация авиационной и ракетно-космической техники проходят медицинские осмотры в соответствии с положениями Руководства для пилотов-диспетчеров и инженеров-техников.	[423, 888, 736, 934]
article-paragraph: - паспорт;	[1101, 950, 1144, 961]
article-paragraph: - подлинники или заверенные копии документа о высшем образовании и его приложение (к документу о высшем образовании, выданному в иностранном государстве, прилагается свидетельство о его признании в Туркменистане);	[1090, 1279, 1523, 1966]
article-paragraph: - характеристика с последнего места учёбы (работы, воинской части);	[423, 1614, 736, 1636]
article-academy-of-arts	[1080, 164, 1534, 1186]
article-paragraph: направление подготовки: международная экономика – экономическая теория, английский язык;	[1312, 1726, 1523, 1759]
article-energy-institute	[91, 164, 1068, 698]
article-paragraph: - заявление на имя ректора по установленной форме;	[112, 1388, 347, 1399]
page-number: 5	[1487, 100, 1534, 147]
article-paragraph: Вне конкурса и преимущественным правом при зачислении в число студентов при условии успешного прохождения вступительных экзаменов пользуются абитуриенты согласно положениям, установленным Законом Туркменистана «Об образовании» (новая редакция).	[746, 1072, 1058, 1128]
article-paragraph: - документ об образовании (подлинник);	[354, 549, 528, 560]
